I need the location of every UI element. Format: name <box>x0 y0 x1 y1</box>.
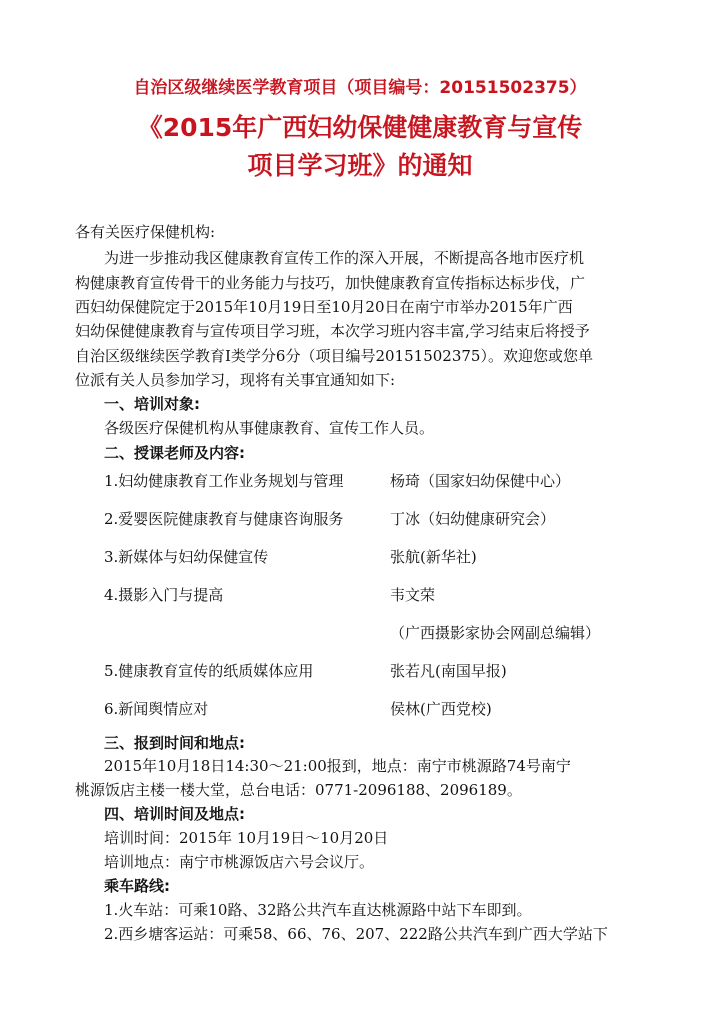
section-1-heading: 一、培训对象: <box>104 395 200 413</box>
intro-line-3: 西妇幼保健院定于2015年10月19日至10月20日在南宁市举办2015年广西 <box>75 298 573 316</box>
salutation: 各有关医疗保健机构: <box>75 223 216 241</box>
section-2-heading: 二、授课老师及内容: <box>104 444 245 462</box>
course-row <box>104 660 664 682</box>
section-4-heading: 四、培训时间及地点: <box>104 805 245 823</box>
intro-line-2: 构健康教育宣传骨干的业务能力与技巧，加快健康教育宣传指标达标步伐，广 <box>75 274 586 292</box>
section-3-line-1: 2015年10月18日14:30～21:00报到，地点：南宁市桃源路74号南宁 <box>104 757 571 775</box>
notice-title-line-2: 项目学习班》的通知 <box>247 151 473 180</box>
project-subtitle: 自治区级继续医学教育项目（项目编号：20151502375） <box>133 78 587 98</box>
course-teacher: 张若凡(南国早报) <box>390 662 507 680</box>
course-row <box>104 584 664 606</box>
course-row <box>104 622 664 644</box>
course-teacher: （广西摄影家协会网副总编辑） <box>390 624 601 642</box>
course-teacher: 张航(新华社) <box>390 548 477 566</box>
course-name: 1.妇幼健康教育工作业务规划与管理 <box>104 472 344 490</box>
course-name: 6.新闻舆情应对 <box>104 700 209 718</box>
transport-line-1: 1.火车站：可乘10路、32路公共汽车直达桃源路中站下车即到。 <box>104 901 532 919</box>
intro-line-6: 位派有关人员参加学习，现将有关事宜通知如下: <box>75 371 396 389</box>
course-name: 2.爱婴医院健康教育与健康咨询服务 <box>104 510 344 528</box>
intro-line-4: 妇幼保健健康教育与宣传项目学习班，本次学习班内容丰富,学习结束后将授予 <box>75 322 590 340</box>
course-teacher: 韦文荣 <box>390 586 436 604</box>
notice-title-line-1: 《2015年广西妇幼保健健康教育与宣传 <box>137 113 583 142</box>
course-name: 4.摄影入门与提高 <box>104 586 224 604</box>
transport-line-2: 2.西乡塘客运站：可乘58、66、76、207、222路公共汽车到广西大学站下 <box>104 925 608 943</box>
course-teacher: 丁冰（妇幼健康研究会） <box>390 510 556 528</box>
course-row <box>104 698 664 720</box>
course-row <box>104 508 664 530</box>
section-3-line-2: 桃源饭店主楼一楼大堂，总台电话：0771-2096188、2096189。 <box>75 781 522 799</box>
course-name: 3.新媒体与妇幼保健宣传 <box>104 548 269 566</box>
course-name: 5.健康教育宣传的纸质媒体应用 <box>104 662 314 680</box>
course-teacher: 杨琦（国家妇幼保健中心） <box>390 472 571 490</box>
section-3-heading: 三、报到时间和地点: <box>104 734 245 752</box>
intro-line-1: 为进一步推动我区健康教育宣传工作的深入开展，不断提高各地市医疗机 <box>104 249 585 267</box>
course-teacher: 侯林(广西党校) <box>390 700 492 718</box>
course-row <box>104 470 664 492</box>
section-1-text: 各级医疗保健机构从事健康教育、宣传工作人员。 <box>104 419 435 437</box>
intro-line-5: 自治区级继续医学教育Ⅰ类学分6分（项目编号20151502375）。欢迎您或您单 <box>75 347 593 365</box>
training-time: 培训时间：2015年 10月19日～10月20日 <box>104 829 389 847</box>
course-row <box>104 546 664 568</box>
training-place: 培训地点：南宁市桃源饭店六号会议厅。 <box>104 853 375 871</box>
transport-heading: 乘车路线: <box>104 877 170 895</box>
